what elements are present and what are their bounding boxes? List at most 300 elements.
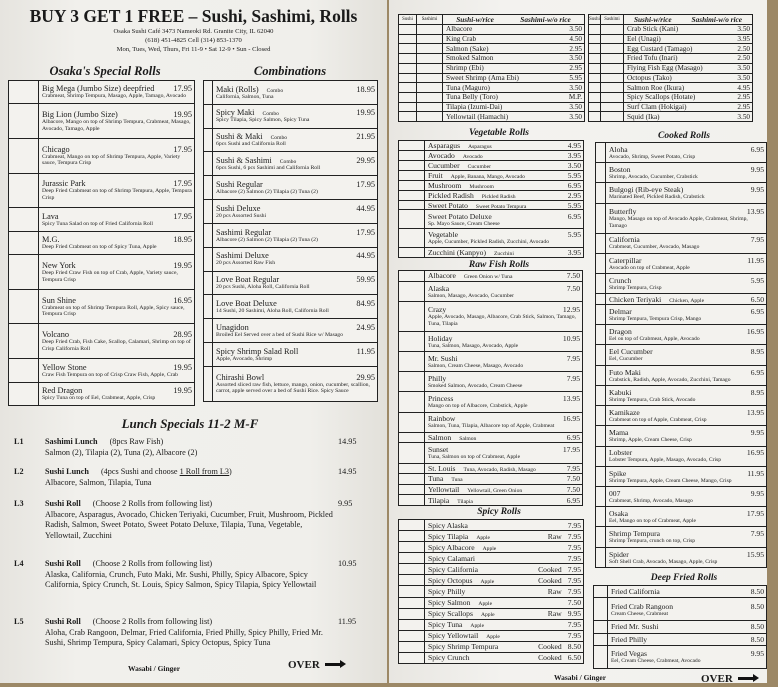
item-price: 17.95 [173, 211, 192, 221]
sushi-item-line [446, 84, 582, 92]
item-price: 16.95 [746, 448, 764, 458]
order-checkbox-cell [399, 181, 425, 190]
menu-item-body [213, 81, 377, 104]
sushi-price-row [399, 54, 584, 64]
menu-item-line [609, 550, 764, 559]
menu-item [596, 507, 766, 527]
menu-item-line [216, 299, 375, 308]
menu-item [596, 305, 766, 325]
sushi-qty-cell [399, 54, 417, 63]
menu-item-line [428, 201, 581, 210]
item-price: 7.95 [567, 620, 581, 630]
menu-item [596, 204, 766, 234]
item-name: Mama [609, 428, 629, 438]
menu-item-line [216, 180, 375, 189]
menu-item [399, 586, 583, 597]
order-checkbox-cell [204, 272, 213, 295]
menu-item-line [611, 635, 764, 644]
order-checkbox-cell [399, 201, 425, 210]
menu-item-line [611, 602, 764, 611]
order-checkbox-cell [596, 274, 606, 293]
sushi-price-row [589, 25, 752, 35]
order-checkbox-cell [399, 443, 425, 462]
menu-item [204, 319, 377, 343]
col-with-rice: Sushi-w/rice [633, 15, 672, 24]
lunch-code: L3 [14, 499, 24, 508]
item-description: Spicy Tuna Salad on top of Fried California Roll [42, 220, 153, 227]
order-checkbox-cell [399, 171, 425, 180]
menu-item [596, 548, 766, 567]
item-description: California, Salmon, Tuna [216, 93, 274, 100]
sushi-price-row [399, 44, 584, 54]
menu-item [594, 634, 766, 646]
item-name: Spicy Maki [216, 108, 255, 118]
menu-item-line [428, 521, 581, 530]
item-description: Craw Fish Tempura on top of Crisp Craw Fish, Apple, Crab [42, 371, 178, 378]
sushi-item-line [446, 74, 582, 82]
item-name: Mr. Sushi [428, 353, 458, 363]
item-price: 9.95 [750, 649, 764, 659]
order-checkbox-cell [594, 598, 608, 620]
item-name: Sashimi Deluxe [216, 251, 269, 261]
item-name: Lava [42, 211, 59, 221]
menu-item-body [425, 201, 583, 210]
menu-item-line [216, 85, 375, 94]
order-checkbox-cell [596, 305, 606, 324]
item-name: Cucumber [428, 160, 460, 170]
item-note: Mushroom [469, 183, 494, 190]
order-checkbox-cell [399, 392, 425, 411]
item-description: Deep Fried Crabmeat on top of Shrimp Tempura, Apple, Tempura Crisp [42, 188, 192, 202]
order-checkbox-cell [399, 151, 425, 160]
menu-item-body [606, 183, 766, 202]
lunch-note: (4pcs Sushi and choose [100, 467, 178, 476]
sushi-price-row [399, 25, 584, 35]
sushi-item-line [446, 93, 582, 101]
sushi-price-row [399, 93, 584, 103]
sushi-item-line [446, 35, 582, 43]
menu-item-body [425, 372, 582, 391]
item-price: 15.95 [746, 549, 764, 559]
item-description: 14 Sushi, 20 Sashimi, Aloha Roll, California Roll [216, 307, 329, 314]
menu-item-line [428, 631, 581, 640]
menu-item [204, 105, 377, 129]
menu-item-line [428, 445, 580, 454]
sushi-item [443, 44, 584, 53]
sashimi-qty-cell [601, 64, 624, 73]
item-price: 8.50 [750, 587, 764, 597]
item-price: 13.95 [746, 207, 764, 217]
order-checkbox-cell [399, 620, 425, 630]
sushi-qty-cell [589, 54, 601, 63]
item-description: 20 pcs Assorted Raw Fish [216, 260, 276, 267]
menu-item-line [428, 305, 580, 314]
order-checkbox-cell [9, 232, 39, 254]
sashimi-qty-cell [601, 54, 624, 63]
sushi-item-line [627, 84, 750, 92]
menu-item-line [428, 354, 580, 363]
menu-item-line [216, 156, 375, 165]
order-checkbox-cell [399, 161, 425, 170]
item-price: 7.50 [566, 283, 580, 293]
menu-item-body [39, 324, 194, 358]
menu-item-body [606, 325, 766, 344]
sashimi-qty-cell [601, 112, 624, 121]
order-checkbox-cell [204, 248, 213, 271]
arrow-right-icon [738, 677, 755, 680]
spicy-rolls-title: Spicy Rolls [477, 507, 521, 517]
sushi-item [624, 25, 752, 34]
menu-item-body [39, 290, 194, 324]
menu-item [399, 495, 582, 505]
item-description: Shrimp, Avocado, Cucumber, Crabstick [609, 174, 698, 181]
sashimi-qty-cell [601, 83, 624, 92]
item-name: Spicy Alaska [428, 520, 468, 530]
menu-item [399, 433, 582, 444]
menu-item-body [425, 171, 583, 180]
item-note: Chicken, Apple [669, 297, 705, 304]
item-description: Eel, Cucumber [609, 356, 643, 363]
item-name: Eel (Unagi) [627, 35, 661, 44]
item-name: Spicy Scallops (Hotate) [627, 93, 696, 102]
item-price: 18.95 [356, 84, 375, 94]
item-price: 6.95 [750, 144, 764, 154]
sushi-item [624, 83, 752, 92]
menu-item-body [425, 352, 582, 371]
item-name: Alaska [428, 283, 450, 293]
order-checkbox-cell [399, 271, 425, 281]
order-checkbox-cell [9, 290, 39, 324]
item-price: 3.95 [567, 248, 581, 258]
lunch-code: L1 [14, 437, 24, 446]
item-description: Eel, Cream Cheese, Crabmeat, Avocado [611, 658, 701, 665]
over-label: OVER [701, 673, 733, 685]
item-name: Kabuki [609, 387, 632, 397]
menu-item-body [606, 163, 766, 182]
item-name: Tilapia [428, 495, 450, 505]
item-note: Apple [480, 612, 495, 619]
col-sushi: Sushi [589, 17, 600, 22]
sushi-item-line [627, 74, 750, 82]
item-note: Avocado [462, 153, 483, 160]
menu-item-body [425, 642, 583, 652]
menu-item-body [425, 653, 583, 663]
order-checkbox-cell [596, 325, 606, 344]
item-price: 6.95 [567, 180, 581, 190]
menu-item [596, 294, 766, 305]
order-checkbox-cell [9, 324, 39, 358]
menu-item [596, 386, 766, 406]
menu-item-body [39, 232, 194, 254]
menu-item-body [425, 282, 582, 301]
menu-item [9, 359, 194, 382]
item-name: Spider [609, 549, 629, 559]
item-note: Cucumber [467, 163, 491, 170]
item-description: Salmon, Masago, Avocado, Cucumber [428, 292, 514, 299]
item-name: Salmon (Sake) [446, 44, 489, 53]
menu-item [204, 295, 377, 319]
lunch-description: Albacore, Salmon, Tilapia, Tuna [45, 478, 152, 487]
sushi-item-line [627, 54, 750, 62]
item-price: 5.95 [569, 73, 582, 82]
menu-item [399, 443, 582, 463]
item-name: Spicy Calamari [428, 553, 476, 563]
item-name: Zucchini (Kanpyo) [428, 248, 486, 258]
item-price: 44.95 [356, 251, 375, 261]
sashimi-qty-cell [601, 35, 624, 44]
order-checkbox-cell [399, 631, 425, 641]
lunch-price: 14.95 [338, 437, 357, 446]
menu-item-body [425, 141, 583, 150]
lunch-name-line [45, 437, 163, 447]
menu-item-body [425, 332, 582, 351]
item-price: 6.50 [750, 294, 764, 304]
item-price: 17.95 [173, 84, 192, 94]
menu-item-line [428, 642, 581, 651]
order-checkbox-cell [594, 634, 608, 645]
order-checkbox-cell [9, 174, 39, 208]
sushi-item [443, 103, 584, 112]
menu-item-line [609, 256, 764, 265]
menu-item-line [611, 622, 764, 631]
restaurant-hours: Mon, Tues, Wed, Thurs, Fri 11-9 • Sat 12-9 • Sun - Closed [116, 46, 271, 53]
item-description: Eel on top of Crabmeat, Apple, Avocado [609, 336, 700, 343]
item-price: 2.95 [567, 190, 581, 200]
menu-item [596, 406, 766, 426]
item-description: Smoked Salmon, Avocado, Cream Cheese [428, 382, 523, 389]
item-name: Eel Cucumber [609, 347, 653, 357]
menu-item-line [216, 323, 375, 332]
menu-item [204, 152, 377, 176]
lunch-name-line [45, 617, 212, 627]
menu-item-body [39, 208, 194, 230]
lunch-price: 11.95 [338, 617, 357, 626]
menu-item-line [42, 386, 192, 395]
menu-item-body [213, 176, 377, 199]
lunch-name: Sushi Roll [45, 499, 81, 508]
lunch-description: Albacore, Asparagus, Avocado, Chicken Teriyaki, Cucumber, Fruit, Mushroom, Pickled Radish, Salmon, Sweet Potato, Sweet Potato Deluxe, Tilapia, Tuna, Vegetable, Yellowtail, Zucchini [45, 510, 333, 540]
item-name: Spicy Albacore [428, 542, 475, 552]
item-name: 007 [609, 488, 621, 498]
menu-item-body [39, 139, 194, 173]
order-checkbox-cell [596, 447, 606, 466]
item-note: Tuna [451, 477, 463, 484]
order-checkbox-cell [399, 248, 425, 257]
order-checkbox-cell [204, 224, 213, 247]
menu-item [9, 139, 194, 174]
order-checkbox-cell [399, 352, 425, 371]
menu-item-line [609, 428, 764, 437]
menu-item-body [608, 598, 766, 620]
menu-item-body [606, 487, 766, 506]
item-name: Love Boat Regular [216, 275, 280, 285]
sushi-qty-cell [399, 93, 417, 102]
item-price: 29.95 [356, 372, 375, 382]
menu-item-body [425, 542, 583, 552]
item-description: 6pcs Sushi and California Roll [216, 141, 286, 148]
order-checkbox-cell [596, 548, 606, 567]
order-checkbox-cell [596, 487, 606, 506]
item-price: 16.95 [746, 327, 764, 337]
order-checkbox-cell [9, 81, 39, 103]
item-note: Apple [476, 534, 490, 541]
item-name: Pickled Radish [428, 190, 474, 200]
menu-item-line [428, 474, 580, 483]
sushi-item-line [627, 45, 750, 53]
sushi-qty-cell [589, 35, 601, 44]
sushi-item [443, 93, 584, 102]
item-preparation: Cooked [538, 564, 562, 574]
menu-item-body [213, 129, 377, 152]
sushi-price-row [589, 93, 752, 103]
menu-item-line [428, 394, 580, 403]
menu-item-line [216, 373, 375, 382]
item-price: 4.95 [567, 141, 581, 150]
menu-item-line [216, 132, 375, 141]
menu-item [9, 290, 194, 325]
item-name: Princess [428, 394, 454, 404]
menu-item-body [425, 631, 583, 641]
restaurant-address: Osaka Sushi Café 3473 Nameoki Rd. Granite City, IL 62040 [113, 28, 274, 35]
sashimi-qty-cell [417, 83, 443, 92]
item-price: 7.95 [566, 463, 580, 473]
item-price: 21.95 [356, 132, 375, 142]
col-sashimi: Sashimi [601, 15, 624, 24]
sushi-qty-cell [589, 64, 601, 73]
item-price: 28.95 [173, 330, 192, 340]
sashimi-qty-cell [601, 93, 624, 102]
item-name: Tuna (Maguro) [446, 83, 490, 92]
sushi-item [443, 112, 584, 121]
sashimi-qty-cell [417, 74, 443, 83]
menu-item [399, 642, 583, 653]
menu-item-line [609, 529, 764, 538]
item-price: 13.95 [746, 407, 764, 417]
col-without-rice: Sashimi-w/o rice [691, 15, 743, 24]
menu-item [596, 274, 766, 294]
item-price: 3.95 [567, 150, 581, 160]
item-name: Smoked Salmon [446, 54, 494, 63]
item-note: Pickled Radish [481, 193, 516, 200]
menu-item [204, 248, 377, 272]
sushi-price-row [399, 35, 584, 45]
menu-item-body [213, 248, 377, 271]
item-price: 84.95 [356, 298, 375, 308]
menu-item-body [425, 474, 582, 484]
item-description: Crabstick, Radish, Apple, Avocado, Zucchini, Tamago [609, 376, 731, 383]
item-name: Fried Tofu (Inari) [627, 54, 678, 63]
order-checkbox-cell [399, 229, 425, 247]
order-checkbox-cell [399, 564, 425, 574]
sushi-item [624, 54, 752, 63]
menu-item-line [609, 368, 764, 377]
item-name: Chicken Teriyaki [609, 294, 662, 304]
menu-item-body [213, 295, 377, 318]
menu-item-body [425, 181, 583, 190]
sashimi-qty-cell [417, 93, 443, 102]
menu-item-line [428, 141, 581, 150]
order-checkbox-cell [594, 646, 608, 668]
menu-item [596, 325, 766, 345]
menu-item-line [609, 347, 764, 356]
order-checkbox-cell [204, 343, 213, 366]
menu-item-body [606, 234, 766, 253]
arrow-right-icon [325, 663, 342, 666]
sushi-item-line [627, 64, 750, 72]
menu-item-line [428, 334, 580, 343]
item-name: King Crab [446, 35, 477, 44]
sushi-price-row [399, 64, 584, 74]
lunch-note: (Choose 2 Rolls from following list) [92, 559, 213, 568]
order-checkbox-cell [596, 345, 606, 364]
sushi-item-line [627, 93, 750, 101]
item-description: Crabmeat on top of Shrimp Tempura Roll, Apple, Spicy sauce, Tempura Crisp [42, 304, 185, 318]
menu-item-body [425, 210, 583, 228]
item-description: Deep Fried Crab, Fish Cake, Scallop, Calamari, Shrimp on top of Crisp California Roll [42, 339, 191, 352]
item-price: 13.95 [562, 394, 580, 404]
menu-item [204, 272, 377, 296]
item-price: 7.50 [566, 271, 580, 281]
item-name: Crunch [609, 275, 632, 285]
item-price: 17.95 [562, 445, 580, 455]
order-checkbox-cell [204, 152, 213, 175]
menu-item-body [608, 586, 766, 597]
item-name: Shrimp Tempura [609, 529, 661, 539]
lunch-description: Aloha, Crab Rangoon, Delmar, Fried California, Fried Philly, Spicy Philly, Fried Mr. Sushi, Shrimp Tempura, Spicy Calamari, Spicy Octopus, Spicy Tuna [45, 628, 323, 648]
item-price: 12.95 [562, 305, 580, 315]
col-without-rice: Sashimi-w/o rice [520, 15, 571, 24]
spicy-rolls-list [398, 519, 584, 664]
cooked-rolls-title: Cooked Rolls [658, 131, 710, 141]
menu-item [399, 564, 583, 575]
menu-item-body [606, 406, 766, 425]
item-description: Albacore (2) Salmon (2) Tilapia (2) Tuna (2) [216, 236, 318, 243]
item-description: Shrimp, Apple, Cream Cheese, Crisp [609, 437, 692, 444]
order-checkbox-cell [399, 542, 425, 552]
sushi-item-line [446, 25, 582, 33]
menu-item-body [606, 467, 766, 486]
sashimi-qty-cell [417, 44, 443, 53]
menu-item-line [428, 598, 581, 607]
item-name: Love Boat Deluxe [216, 298, 277, 308]
menu-item-line [609, 448, 764, 457]
sushi-qty-cell [399, 112, 417, 121]
menu-item-line [609, 276, 764, 285]
item-note: Asparagus [468, 143, 492, 150]
item-price: 2.50 [737, 54, 750, 63]
deep-fried-rolls-list [593, 585, 767, 669]
menu-item [399, 575, 583, 586]
item-description: Albacore (2) Salmon (2) Tilapia (2) Tuna (2) [216, 188, 318, 195]
order-checkbox-cell [399, 553, 425, 563]
menu-item-body [213, 319, 377, 342]
sushi-price-table-left [398, 14, 585, 122]
item-note: Tuna, Avocado, Radish, Masago [463, 466, 536, 473]
menu-item-line [609, 509, 764, 518]
item-name: California [609, 235, 640, 245]
sushi-item-line [446, 64, 582, 72]
menu-item-body [425, 161, 583, 170]
item-name: Fruit [428, 170, 443, 180]
menu-item [596, 426, 766, 446]
sushi-qty-cell [399, 44, 417, 53]
item-price: 11.95 [747, 255, 764, 265]
item-name: Aloha [609, 144, 628, 154]
sushi-qty-cell [589, 103, 601, 112]
menu-item-body [608, 646, 766, 668]
item-note: Combo [262, 111, 279, 118]
item-name: Big Lion (Jumbo Size) [42, 110, 118, 120]
